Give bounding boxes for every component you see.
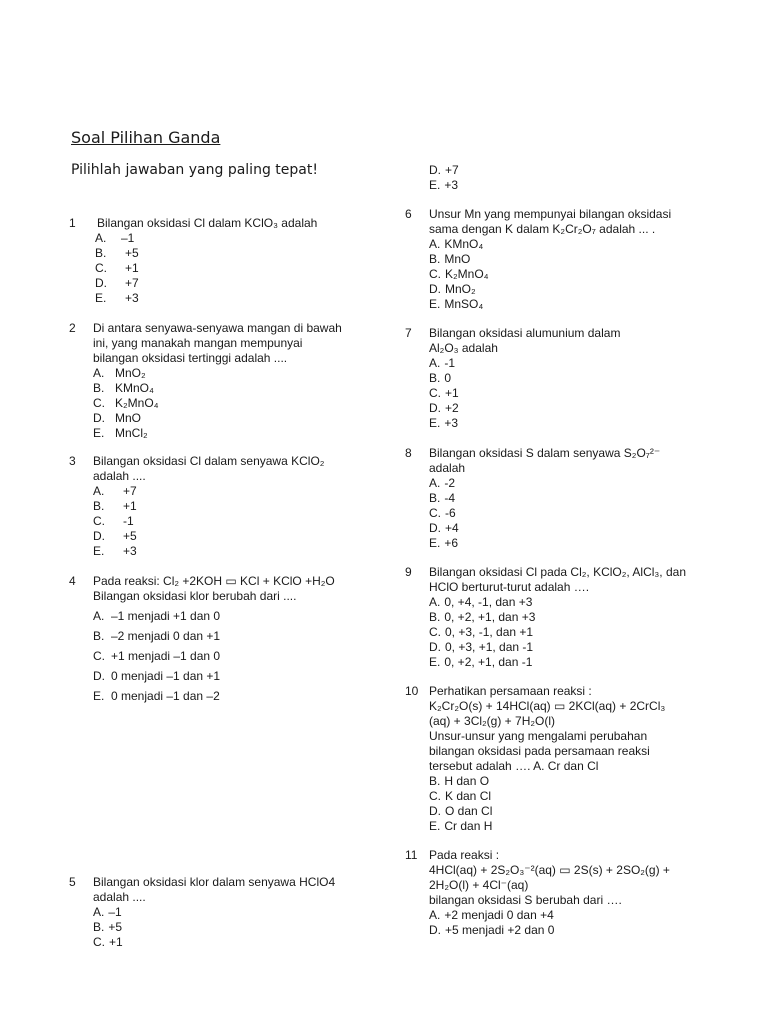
question-stem: (aq) + 3Cl₂(g) + 7H₂O(l): [429, 714, 556, 728]
option-a: A. +7: [93, 484, 137, 498]
question-stem: adalah ....: [93, 469, 146, 483]
option-c: C. +1: [95, 261, 139, 275]
option-a: A. –1 menjadi +1 dan 0: [93, 609, 221, 623]
option-d: D. +4: [429, 521, 459, 535]
question-number: 10: [405, 684, 419, 698]
option-b: B. 0, +2, +1, dan +3: [429, 610, 536, 624]
question-stem: Bilangan oksidasi Cl dalam senyawa KClO₂: [93, 454, 325, 468]
option-d: D. +2: [429, 401, 459, 415]
question-stem: K₂Cr₂O(s) + 14HCl(aq) ▭ 2KCl(aq) + 2CrCl₃: [429, 699, 666, 713]
question-stem: bilangan oksidasi pada persamaan reaksi: [429, 744, 650, 758]
option-d: D. MnO₂: [429, 282, 476, 296]
question-stem: Bilangan oksidasi Cl pada Cl₂, KClO₂, AlCl₃, dan: [429, 565, 686, 579]
question-stem: Perhatikan persamaan reaksi :: [429, 684, 592, 698]
option-d: D. MnO: [93, 411, 142, 425]
option-d: D. +7: [95, 276, 139, 290]
option-d: D. 0, +3, +1, dan -1: [429, 640, 534, 654]
option-e: E. Cr dan H: [429, 819, 493, 833]
question-stem: 2H₂O(l) + 4Cl⁻(aq): [429, 878, 529, 892]
option-a: A. -1: [429, 356, 456, 370]
question-stem: sama dengan K dalam K₂Cr₂O₇ adalah ... .: [429, 222, 656, 236]
option-a: A. +2 menjadi 0 dan +4: [429, 908, 554, 922]
question-stem: Pada reaksi :: [429, 848, 500, 862]
option-c: C. -6: [429, 506, 456, 520]
option-e: E. MnCl₂: [93, 426, 148, 440]
option-d: D. +5: [93, 529, 137, 543]
option-b: B. MnO: [429, 252, 471, 266]
question-stem: Bilangan oksidasi S dalam senyawa S₂O₇²⁻: [429, 446, 661, 460]
option-c: C. K dan Cl: [429, 789, 492, 803]
option-e: E. 0, +2, +1, dan -1: [429, 655, 533, 669]
option-c: C. -1: [93, 514, 134, 528]
question-stem: bilangan oksidasi tertinggi adalah ....: [93, 351, 288, 365]
question-number: 11: [405, 848, 418, 862]
option-b: B. +5: [93, 920, 123, 934]
option-a: A. –1: [95, 231, 135, 245]
option-c: C. +1: [429, 386, 459, 400]
option-b: B. +5: [95, 246, 139, 260]
question-stem: Bilangan oksidasi klor berubah dari ....: [93, 589, 297, 603]
question-stem: Di antara senyawa-senyawa mangan di bawah: [93, 321, 342, 335]
question-number: 9: [405, 565, 412, 579]
option-b: B. H dan O: [429, 774, 490, 788]
question-number: 6: [405, 207, 412, 221]
question-number: 5: [69, 875, 76, 889]
option-e: E. +3: [95, 291, 139, 305]
page-title: Soal Pilihan Ganda: [71, 128, 221, 147]
question-number: 4: [69, 574, 76, 588]
question-number: 2: [69, 321, 76, 335]
option-e: E. +3: [93, 544, 137, 558]
option-d: D. 0 menjadi –1 dan +1: [93, 669, 221, 683]
option-a: A. KMnO₄: [429, 237, 484, 251]
option-c: C. +1 menjadi –1 dan 0: [93, 649, 221, 663]
question-stem: Unsur Mn yang mempunyai bilangan oksidasi: [429, 207, 672, 221]
question-stem: Unsur-unsur yang mengalami perubahan: [429, 729, 648, 743]
question-number: 8: [405, 446, 412, 460]
option-e: E. 0 menjadi –1 dan –2: [93, 689, 220, 703]
question-stem: adalah: [429, 461, 466, 475]
option-a: A. MnO₂: [93, 366, 146, 380]
option-a: A. –1: [93, 905, 122, 919]
question-5-continued: [429, 163, 459, 193]
question-stem: tersebut adalah …. A. Cr dan Cl: [429, 759, 599, 773]
question-stem: Bilangan oksidasi alumunium dalam: [429, 326, 621, 340]
question-stem: adalah ....: [93, 890, 146, 904]
question-stem: Bilangan oksidasi klor dalam senyawa HClO4: [93, 875, 336, 889]
option-e: E. +6: [429, 536, 459, 550]
option-a: A. -2: [429, 476, 456, 490]
option-c: C. 0, +3, -1, dan +1: [429, 625, 534, 639]
question-number: 7: [405, 326, 412, 340]
option-d: D. +5 menjadi +2 dan 0: [429, 923, 555, 937]
question-stem: Bilangan oksidasi Cl dalam KClO₃ adalah: [97, 216, 318, 230]
question-stem: Al₂O₃ adalah: [429, 341, 498, 355]
question-stem: 4HCl(aq) + 2S₂O₃⁻²(aq) ▭ 2S(s) + 2SO₂(g) +: [429, 863, 670, 877]
option-b: B. +1: [93, 499, 137, 513]
question-number: 3: [69, 454, 76, 468]
option-e: E. +3: [429, 416, 459, 430]
option-b: B. 0: [429, 371, 452, 385]
option-b: B. –2 menjadi 0 dan +1: [93, 629, 221, 643]
question-stem: Pada reaksi: Cl₂ +2KOH ▭ KCl + KClO +H₂O: [93, 574, 335, 588]
option-b: B. KMnO₄: [93, 381, 154, 395]
question-stem: HClO berturut-turut adalah ….: [429, 580, 590, 594]
option-b: B. -4: [429, 491, 456, 505]
option-d: D. +7: [429, 163, 459, 177]
option-a: A. 0, +4, -1, dan +3: [429, 595, 533, 609]
option-c: C. +1: [93, 935, 123, 949]
option-d: D. O dan Cl: [429, 804, 493, 818]
option-e: E. +3: [429, 178, 459, 192]
option-c: C. K₂MnO₄: [429, 267, 489, 281]
option-e: E. MnSO₄: [429, 297, 484, 311]
question-stem: ini, yang manakah mangan mempunyai: [93, 336, 303, 350]
option-c: C. K₂MnO₄: [93, 396, 159, 410]
question-number: 1: [69, 216, 76, 230]
question-stem: bilangan oksidasi S berubah dari ….: [429, 893, 622, 907]
instruction-text: Pilihlah jawaban yang paling tepat!: [71, 162, 318, 178]
